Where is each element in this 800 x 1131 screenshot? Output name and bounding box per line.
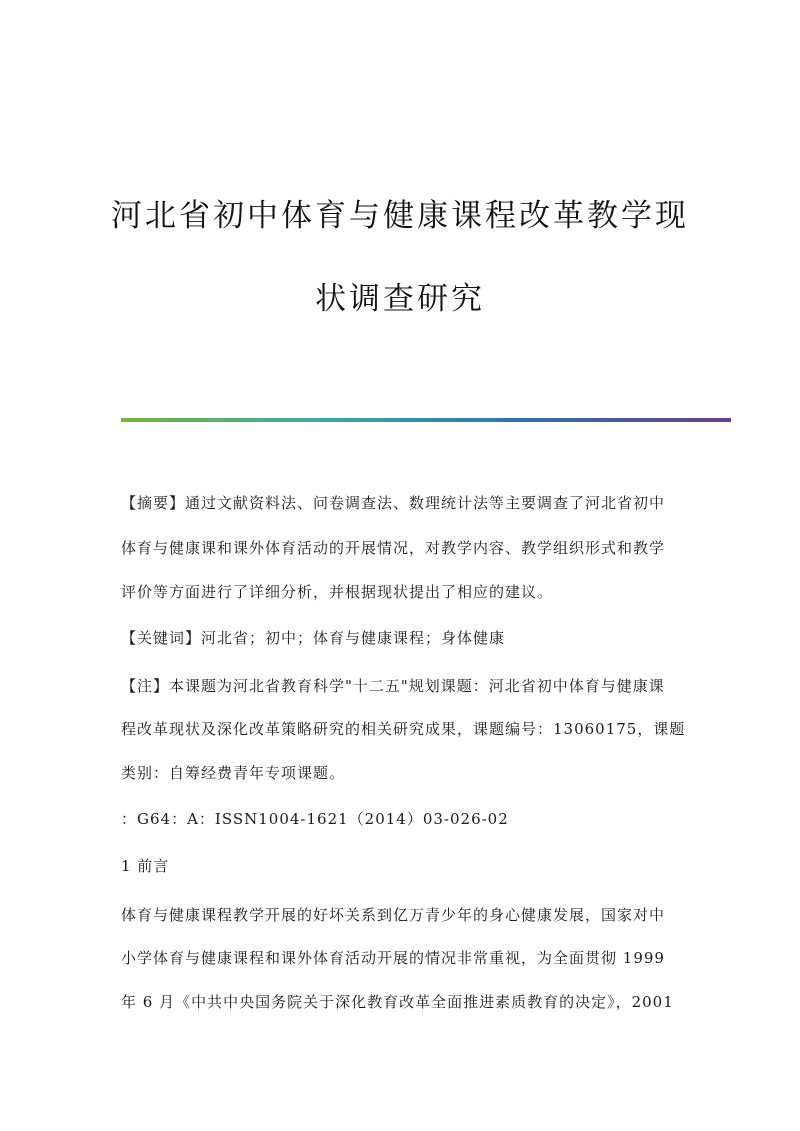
- note-line-3: 类别：自筹经费青年专项课题。: [121, 764, 346, 782]
- abstract-line-3: 评价等方面进行了详细分析，并根据现状提出了相应的建议。: [121, 583, 554, 601]
- classification-line: ：G64：A：ISSN1004-1621（2014）03-026-02: [121, 810, 509, 828]
- note-line-1: 【注】本课题为河北省教育科学"十二五"规划课题：河北省初中体育与健康课: [121, 677, 665, 695]
- intro-line-2: 小学体育与健康课程和课外体育活动开展的情况非常重视，为全面贯彻 1999: [121, 949, 665, 967]
- title-line-2: 状调查研究: [315, 281, 485, 317]
- intro-line-1: 体育与健康课程教学开展的好坏关系到亿万青少年的身心健康发展，国家对中: [121, 906, 666, 924]
- abstract-line-1: 【摘要】通过文献资料法、问卷调查法、数理统计法等主要调查了河北省初中: [121, 494, 666, 512]
- title-line-1: 河北省初中体育与健康课程改革教学现: [111, 198, 689, 234]
- gradient-divider: [121, 418, 731, 422]
- section-heading: 1 前言: [121, 857, 170, 875]
- abstract-line-2: 体育与健康课和课外体育活动的开展情况，对教学内容、教学组织形式和教学: [121, 539, 666, 557]
- intro-line-3: 年 6 月《中共中央国务院关于深化教育改革全面推进素质教育的决定》，2001: [121, 993, 674, 1011]
- keywords-line: 【关键词】河北省；初中；体育与健康课程；身体健康: [121, 629, 506, 647]
- note-line-2: 程改革现状及深化改革策略研究的相关研究成果，课题编号：13060175，课题: [121, 720, 686, 738]
